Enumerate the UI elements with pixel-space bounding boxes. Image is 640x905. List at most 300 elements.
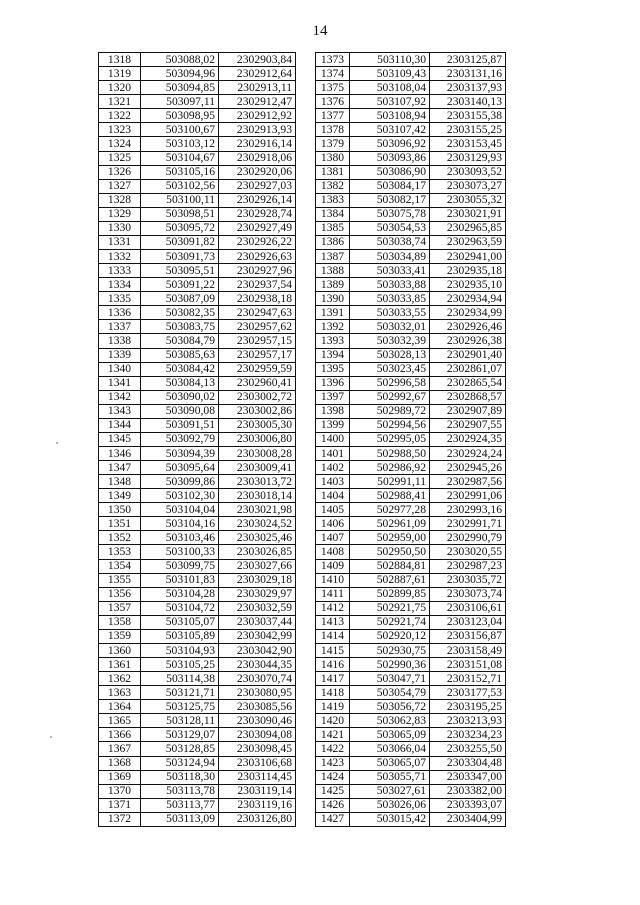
y-coordinate-cell: 2303002,86 <box>219 404 296 418</box>
point-number-cell: 1397 <box>316 390 350 404</box>
x-coordinate-cell: 503034,89 <box>350 249 430 263</box>
table-row <box>316 615 506 629</box>
table-row <box>99 517 296 531</box>
y-coordinate-cell: 2302912,47 <box>219 95 296 109</box>
point-number-cell: 1372 <box>99 812 141 826</box>
y-coordinate-cell: 2303042,90 <box>219 643 296 657</box>
table-row <box>316 770 506 784</box>
point-number-cell: 1376 <box>316 95 350 109</box>
y-coordinate-cell: 2302957,62 <box>219 320 296 334</box>
y-coordinate-cell: 2302901,40 <box>430 348 506 362</box>
table-row <box>99 221 296 235</box>
y-coordinate-cell: 2302935,10 <box>430 278 506 292</box>
x-coordinate-cell: 503084,13 <box>141 376 219 390</box>
y-coordinate-cell: 2302868,57 <box>430 390 506 404</box>
x-coordinate-cell: 503066,04 <box>350 742 430 756</box>
y-coordinate-cell: 2302912,64 <box>219 67 296 81</box>
y-coordinate-cell: 2303106,68 <box>219 756 296 770</box>
y-coordinate-cell: 2303155,38 <box>430 109 506 123</box>
x-coordinate-cell: 503109,43 <box>350 67 430 81</box>
x-coordinate-cell: 502884,81 <box>350 559 430 573</box>
y-coordinate-cell: 2303114,45 <box>219 770 296 784</box>
point-number-cell: 1361 <box>99 658 141 672</box>
x-coordinate-cell: 503102,56 <box>141 179 219 193</box>
table-row <box>99 81 296 95</box>
point-number-cell: 1390 <box>316 292 350 306</box>
table-row <box>316 545 506 559</box>
x-coordinate-cell: 503054,53 <box>350 221 430 235</box>
y-coordinate-cell: 2303029,97 <box>219 587 296 601</box>
point-number-cell: 1356 <box>99 587 141 601</box>
point-number-cell: 1389 <box>316 278 350 292</box>
table-row <box>316 292 506 306</box>
table-row <box>99 67 296 81</box>
table-row <box>99 798 296 812</box>
table-row <box>99 784 296 798</box>
x-coordinate-cell: 503056,72 <box>350 700 430 714</box>
table-row <box>316 376 506 390</box>
x-coordinate-cell: 503086,90 <box>350 165 430 179</box>
point-number-cell: 1351 <box>99 517 141 531</box>
x-coordinate-cell: 503091,82 <box>141 235 219 249</box>
x-coordinate-cell: 503101,83 <box>141 573 219 587</box>
point-number-cell: 1334 <box>99 278 141 292</box>
y-coordinate-cell: 2302913,11 <box>219 81 296 95</box>
table-row <box>99 264 296 278</box>
y-coordinate-cell: 2302965,85 <box>430 221 506 235</box>
table-row <box>316 320 506 334</box>
y-coordinate-cell: 2303393,07 <box>430 798 506 812</box>
x-coordinate-cell: 503098,51 <box>141 207 219 221</box>
table-row <box>316 137 506 151</box>
x-coordinate-cell: 503062,83 <box>350 714 430 728</box>
y-coordinate-cell: 2302937,54 <box>219 278 296 292</box>
y-coordinate-cell: 2302920,06 <box>219 165 296 179</box>
table-row <box>99 489 296 503</box>
point-number-cell: 1337 <box>99 320 141 334</box>
x-coordinate-cell: 502930,75 <box>350 643 430 657</box>
y-coordinate-cell: 2302916,14 <box>219 137 296 151</box>
x-coordinate-cell: 503104,04 <box>141 503 219 517</box>
point-number-cell: 1359 <box>99 629 141 643</box>
table-row <box>99 404 296 418</box>
y-coordinate-cell: 2302938,18 <box>219 292 296 306</box>
y-coordinate-cell: 2303156,87 <box>430 629 506 643</box>
x-coordinate-cell: 503100,67 <box>141 123 219 137</box>
table-row <box>316 784 506 798</box>
point-number-cell: 1329 <box>99 207 141 221</box>
x-coordinate-cell: 503104,67 <box>141 151 219 165</box>
point-number-cell: 1325 <box>99 151 141 165</box>
table-row <box>316 658 506 672</box>
x-coordinate-cell: 503084,17 <box>350 179 430 193</box>
point-number-cell: 1365 <box>99 714 141 728</box>
point-number-cell: 1354 <box>99 559 141 573</box>
y-coordinate-cell: 2303032,59 <box>219 601 296 615</box>
x-coordinate-cell: 503028,13 <box>350 348 430 362</box>
x-coordinate-cell: 503114,38 <box>141 672 219 686</box>
point-number-cell: 1424 <box>316 770 350 784</box>
point-number-cell: 1395 <box>316 362 350 376</box>
point-number-cell: 1416 <box>316 658 350 672</box>
table-row <box>99 587 296 601</box>
table-row <box>99 95 296 109</box>
y-coordinate-cell: 2302990,79 <box>430 531 506 545</box>
point-number-cell: 1374 <box>316 67 350 81</box>
point-number-cell: 1391 <box>316 306 350 320</box>
point-number-cell: 1392 <box>316 320 350 334</box>
x-coordinate-cell: 502950,50 <box>350 545 430 559</box>
y-coordinate-cell: 2303055,32 <box>430 193 506 207</box>
x-coordinate-cell: 503105,16 <box>141 165 219 179</box>
table-row <box>316 672 506 686</box>
table-row <box>99 348 296 362</box>
x-coordinate-cell: 503095,64 <box>141 461 219 475</box>
y-coordinate-cell: 2303008,28 <box>219 446 296 460</box>
point-number-cell: 1360 <box>99 643 141 657</box>
x-coordinate-cell: 503124,94 <box>141 756 219 770</box>
point-number-cell: 1422 <box>316 742 350 756</box>
point-number-cell: 1324 <box>99 137 141 151</box>
y-coordinate-cell: 2303153,45 <box>430 137 506 151</box>
x-coordinate-cell: 503038,74 <box>350 235 430 249</box>
y-coordinate-cell: 2302912,92 <box>219 109 296 123</box>
table-row <box>316 700 506 714</box>
table-row <box>99 151 296 165</box>
table-row <box>99 461 296 475</box>
point-number-cell: 1420 <box>316 714 350 728</box>
table-row <box>99 362 296 376</box>
table-row <box>316 517 506 531</box>
y-coordinate-cell: 2303018,14 <box>219 489 296 503</box>
point-number-cell: 1381 <box>316 165 350 179</box>
point-number-cell: 1318 <box>99 53 141 67</box>
table-row <box>316 475 506 489</box>
point-number-cell: 1419 <box>316 700 350 714</box>
y-coordinate-cell: 2303042,99 <box>219 629 296 643</box>
table-row <box>99 643 296 657</box>
y-coordinate-cell: 2303129,93 <box>430 151 506 165</box>
x-coordinate-cell: 503099,86 <box>141 475 219 489</box>
table-row <box>316 489 506 503</box>
point-number-cell: 1386 <box>316 235 350 249</box>
table-row <box>316 390 506 404</box>
point-number-cell: 1393 <box>316 334 350 348</box>
y-coordinate-cell: 2303098,45 <box>219 742 296 756</box>
y-coordinate-cell: 2302926,63 <box>219 249 296 263</box>
table-row <box>99 376 296 390</box>
y-coordinate-cell: 2302963,59 <box>430 235 506 249</box>
table-row <box>316 643 506 657</box>
y-coordinate-cell: 2302991,71 <box>430 517 506 531</box>
point-number-cell: 1366 <box>99 728 141 742</box>
table-row <box>99 320 296 334</box>
point-number-cell: 1378 <box>316 123 350 137</box>
x-coordinate-cell: 503065,07 <box>350 756 430 770</box>
y-coordinate-cell: 2303026,85 <box>219 545 296 559</box>
x-coordinate-cell: 502989,72 <box>350 404 430 418</box>
x-coordinate-cell: 502959,00 <box>350 531 430 545</box>
y-coordinate-cell: 2303152,71 <box>430 672 506 686</box>
y-coordinate-cell: 2303106,61 <box>430 601 506 615</box>
x-coordinate-cell: 502899,85 <box>350 587 430 601</box>
x-coordinate-cell: 503032,39 <box>350 334 430 348</box>
table-row <box>316 404 506 418</box>
y-coordinate-cell: 2302926,14 <box>219 193 296 207</box>
x-coordinate-cell: 502920,12 <box>350 629 430 643</box>
y-coordinate-cell: 2303002,72 <box>219 390 296 404</box>
x-coordinate-cell: 503065,09 <box>350 728 430 742</box>
table-row <box>99 418 296 432</box>
x-coordinate-cell: 503091,51 <box>141 418 219 432</box>
point-number-cell: 1322 <box>99 109 141 123</box>
point-number-cell: 1362 <box>99 672 141 686</box>
table-row <box>99 334 296 348</box>
x-coordinate-cell: 502961,09 <box>350 517 430 531</box>
y-coordinate-cell: 2302907,55 <box>430 418 506 432</box>
x-coordinate-cell: 503102,30 <box>141 489 219 503</box>
point-number-cell: 1399 <box>316 418 350 432</box>
table-row <box>99 193 296 207</box>
table-row <box>316 348 506 362</box>
x-coordinate-cell: 503094,39 <box>141 446 219 460</box>
table-row <box>316 728 506 742</box>
y-coordinate-cell: 2303024,52 <box>219 517 296 531</box>
x-coordinate-cell: 503092,79 <box>141 432 219 446</box>
table-row <box>99 742 296 756</box>
x-coordinate-cell: 503033,85 <box>350 292 430 306</box>
point-number-cell: 1403 <box>316 475 350 489</box>
y-coordinate-cell: 2303255,50 <box>430 742 506 756</box>
y-coordinate-cell: 2302935,18 <box>430 264 506 278</box>
x-coordinate-cell: 503094,96 <box>141 67 219 81</box>
point-number-cell: 1369 <box>99 770 141 784</box>
table-row <box>99 714 296 728</box>
point-number-cell: 1341 <box>99 376 141 390</box>
y-coordinate-cell: 2302926,38 <box>430 334 506 348</box>
point-number-cell: 1339 <box>99 348 141 362</box>
x-coordinate-cell: 503099,75 <box>141 559 219 573</box>
y-coordinate-cell: 2302945,26 <box>430 461 506 475</box>
point-number-cell: 1328 <box>99 193 141 207</box>
table-row <box>99 306 296 320</box>
x-coordinate-cell: 502986,92 <box>350 461 430 475</box>
table-row <box>99 292 296 306</box>
point-number-cell: 1427 <box>316 812 350 826</box>
point-number-cell: 1371 <box>99 798 141 812</box>
x-coordinate-cell: 503121,71 <box>141 686 219 700</box>
y-coordinate-cell: 2302861,07 <box>430 362 506 376</box>
point-number-cell: 1367 <box>99 742 141 756</box>
table-row <box>99 573 296 587</box>
y-coordinate-cell: 2303070,74 <box>219 672 296 686</box>
y-coordinate-cell: 2303382,00 <box>430 784 506 798</box>
x-coordinate-cell: 503091,73 <box>141 249 219 263</box>
table-row <box>316 221 506 235</box>
point-number-cell: 1331 <box>99 235 141 249</box>
y-coordinate-cell: 2303177,53 <box>430 686 506 700</box>
point-number-cell: 1402 <box>316 461 350 475</box>
y-coordinate-cell: 2303025,46 <box>219 531 296 545</box>
x-coordinate-cell: 502995,05 <box>350 432 430 446</box>
point-number-cell: 1350 <box>99 503 141 517</box>
y-coordinate-cell: 2302959,59 <box>219 362 296 376</box>
table-row <box>316 109 506 123</box>
x-coordinate-cell: 503097,11 <box>141 95 219 109</box>
y-coordinate-cell: 2303137,93 <box>430 81 506 95</box>
x-coordinate-cell: 503091,22 <box>141 278 219 292</box>
x-coordinate-cell: 503033,88 <box>350 278 430 292</box>
x-coordinate-cell: 503093,86 <box>350 151 430 165</box>
table-row <box>316 531 506 545</box>
table-row <box>99 165 296 179</box>
point-number-cell: 1353 <box>99 545 141 559</box>
y-coordinate-cell: 2302957,17 <box>219 348 296 362</box>
x-coordinate-cell: 503128,11 <box>141 714 219 728</box>
y-coordinate-cell: 2302947,63 <box>219 306 296 320</box>
point-number-cell: 1336 <box>99 306 141 320</box>
table-row <box>316 573 506 587</box>
point-number-cell: 1406 <box>316 517 350 531</box>
point-number-cell: 1343 <box>99 404 141 418</box>
x-coordinate-cell: 503032,01 <box>350 320 430 334</box>
y-coordinate-cell: 2302960,41 <box>219 376 296 390</box>
y-coordinate-cell: 2302927,49 <box>219 221 296 235</box>
x-coordinate-cell: 503054,79 <box>350 686 430 700</box>
x-coordinate-cell: 502991,11 <box>350 475 430 489</box>
table-row <box>316 812 506 826</box>
x-coordinate-cell: 503087,09 <box>141 292 219 306</box>
y-coordinate-cell: 2302991,06 <box>430 489 506 503</box>
x-coordinate-cell: 503113,09 <box>141 812 219 826</box>
point-number-cell: 1349 <box>99 489 141 503</box>
x-coordinate-cell: 503128,85 <box>141 742 219 756</box>
point-number-cell: 1323 <box>99 123 141 137</box>
y-coordinate-cell: 2302928,74 <box>219 207 296 221</box>
point-number-cell: 1346 <box>99 446 141 460</box>
table-row <box>99 658 296 672</box>
point-number-cell: 1364 <box>99 700 141 714</box>
point-number-cell: 1338 <box>99 334 141 348</box>
x-coordinate-cell: 503107,92 <box>350 95 430 109</box>
point-number-cell: 1352 <box>99 531 141 545</box>
y-coordinate-cell: 2303021,91 <box>430 207 506 221</box>
x-coordinate-cell: 503084,42 <box>141 362 219 376</box>
y-coordinate-cell: 2303404,99 <box>430 812 506 826</box>
y-coordinate-cell: 2302913,93 <box>219 123 296 137</box>
x-coordinate-cell: 503033,41 <box>350 264 430 278</box>
y-coordinate-cell: 2303234,23 <box>430 728 506 742</box>
table-row <box>99 531 296 545</box>
point-number-cell: 1326 <box>99 165 141 179</box>
table-row <box>316 235 506 249</box>
table-row <box>316 756 506 770</box>
x-coordinate-cell: 503033,55 <box>350 306 430 320</box>
y-coordinate-cell: 2303090,46 <box>219 714 296 728</box>
y-coordinate-cell: 2303005,30 <box>219 418 296 432</box>
table-row <box>99 207 296 221</box>
table-row <box>316 264 506 278</box>
y-coordinate-cell: 2303044,35 <box>219 658 296 672</box>
x-coordinate-cell: 503094,85 <box>141 81 219 95</box>
x-coordinate-cell: 503104,16 <box>141 517 219 531</box>
table-row <box>99 756 296 770</box>
x-coordinate-cell: 503055,71 <box>350 770 430 784</box>
x-coordinate-cell: 503085,63 <box>141 348 219 362</box>
y-coordinate-cell: 2303347,00 <box>430 770 506 784</box>
table-row <box>316 81 506 95</box>
point-number-cell: 1382 <box>316 179 350 193</box>
y-coordinate-cell: 2303119,16 <box>219 798 296 812</box>
point-number-cell: 1413 <box>316 615 350 629</box>
table-row <box>99 615 296 629</box>
y-coordinate-cell: 2303158,49 <box>430 643 506 657</box>
point-number-cell: 1409 <box>316 559 350 573</box>
x-coordinate-cell: 502887,61 <box>350 573 430 587</box>
point-number-cell: 1344 <box>99 418 141 432</box>
y-coordinate-cell: 2303037,44 <box>219 615 296 629</box>
table-row <box>99 390 296 404</box>
table-row <box>316 742 506 756</box>
x-coordinate-cell: 503105,07 <box>141 615 219 629</box>
table-row <box>316 714 506 728</box>
point-number-cell: 1319 <box>99 67 141 81</box>
table-row <box>99 137 296 151</box>
y-coordinate-cell: 2302924,35 <box>430 432 506 446</box>
y-coordinate-cell: 2302987,23 <box>430 559 506 573</box>
y-coordinate-cell: 2302957,15 <box>219 334 296 348</box>
y-coordinate-cell: 2303080,95 <box>219 686 296 700</box>
point-number-cell: 1394 <box>316 348 350 362</box>
point-number-cell: 1417 <box>316 672 350 686</box>
x-coordinate-cell: 503027,61 <box>350 784 430 798</box>
x-coordinate-cell: 502988,50 <box>350 446 430 460</box>
y-coordinate-cell: 2302934,99 <box>430 306 506 320</box>
point-number-cell: 1418 <box>316 686 350 700</box>
y-coordinate-cell: 2302941,00 <box>430 249 506 263</box>
y-coordinate-cell: 2302926,22 <box>219 235 296 249</box>
y-coordinate-cell: 2303123,04 <box>430 615 506 629</box>
x-coordinate-cell: 502996,58 <box>350 376 430 390</box>
point-number-cell: 1412 <box>316 601 350 615</box>
x-coordinate-cell: 503107,42 <box>350 123 430 137</box>
table-row <box>99 109 296 123</box>
x-coordinate-cell: 503075,78 <box>350 207 430 221</box>
y-coordinate-cell: 2303029,18 <box>219 573 296 587</box>
table-row <box>316 151 506 165</box>
y-coordinate-cell: 2302927,03 <box>219 179 296 193</box>
table-row <box>99 601 296 615</box>
y-coordinate-cell: 2302907,89 <box>430 404 506 418</box>
x-coordinate-cell: 503090,02 <box>141 390 219 404</box>
point-number-cell: 1423 <box>316 756 350 770</box>
point-number-cell: 1375 <box>316 81 350 95</box>
point-number-cell: 1410 <box>316 573 350 587</box>
coordinates-table-right <box>315 52 506 827</box>
y-coordinate-cell: 2303119,14 <box>219 784 296 798</box>
x-coordinate-cell: 503104,28 <box>141 587 219 601</box>
x-coordinate-cell: 503118,30 <box>141 770 219 784</box>
table-row <box>99 672 296 686</box>
table-row <box>99 53 296 67</box>
point-number-cell: 1404 <box>316 489 350 503</box>
point-number-cell: 1373 <box>316 53 350 67</box>
table-row <box>316 123 506 137</box>
x-coordinate-cell: 503095,72 <box>141 221 219 235</box>
point-number-cell: 1388 <box>316 264 350 278</box>
table-row <box>316 278 506 292</box>
point-number-cell: 1385 <box>316 221 350 235</box>
